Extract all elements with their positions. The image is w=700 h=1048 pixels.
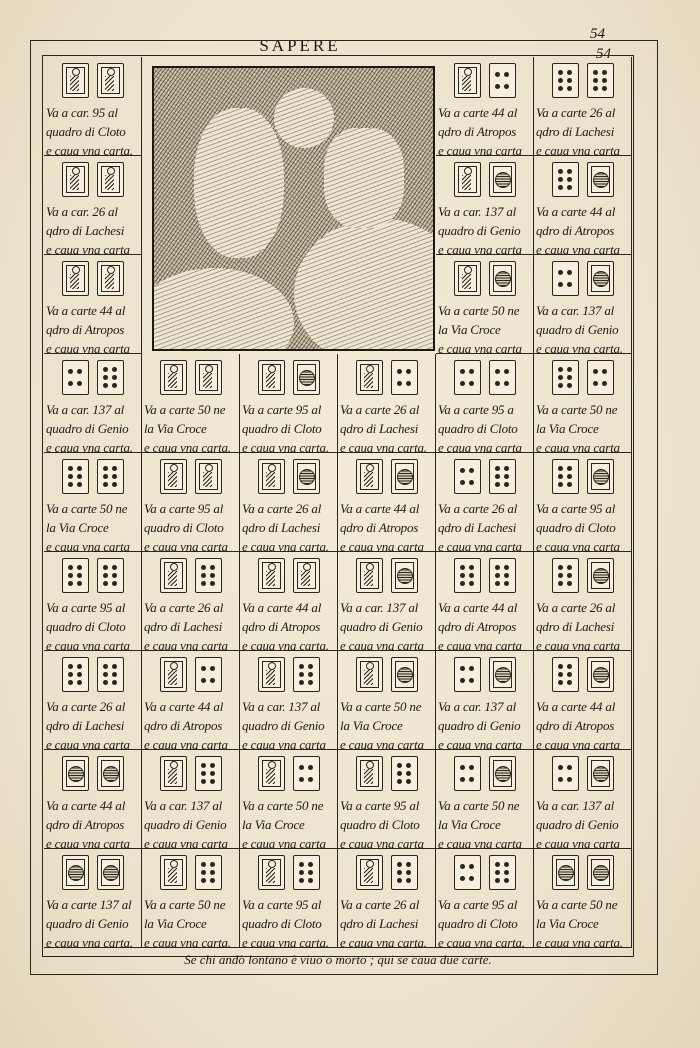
playing-card-icon [62,855,89,890]
oracle-cell [44,552,142,651]
cell-text-line: Va a carte 50 ne [438,303,520,318]
cell-text-line: qdro di Lachesi [340,421,419,436]
playing-card-icon [97,756,124,791]
playing-card-icon [552,162,579,197]
cell-text-line: e caua vna carta. [536,341,623,356]
cell-text-line: Va a carte 44 al [340,501,420,516]
playing-card-icon [160,360,187,395]
playing-card-icon [454,558,481,593]
oracle-cell [142,453,240,552]
playing-card-icon [293,459,320,494]
oracle-cell [240,552,338,651]
playing-card-icon [97,63,124,98]
page-caption: Se chi andò lontano è viuo o morto ; qui se caua due carte. [184,952,492,967]
playing-card-icon [391,657,418,692]
cell-text-line: e caua vna carta [536,836,620,851]
cell-text-line: e caua vna carta [536,638,620,653]
playing-card-icon [293,558,320,593]
cell-text-line: quadro di Cloto [242,916,322,931]
cell-text-line: Va a carte 26 al [340,402,420,417]
playing-card-icon [454,162,481,197]
cell-text-line: e caua vna carta. [144,440,231,455]
oracle-cell [534,156,632,255]
cell-text-line: e caua vna carta [438,539,522,554]
cell-text-line: quadro di Cloto [438,421,518,436]
playing-card-icon [195,756,222,791]
playing-card-icon [489,855,516,890]
cell-text-line: Va a car. 137 al [536,798,615,813]
oracle-cell [240,354,338,453]
running-head: SAPERE [259,36,341,55]
cell-text-line: e caua vna carta [46,341,130,356]
cell-text-line: qdro di Lachesi [46,223,125,238]
playing-card-icon [587,657,614,692]
playing-card-icon [552,756,579,791]
cell-text-line: qdro di Lachesi [144,619,223,634]
oracle-cell [338,453,436,552]
playing-card-icon [62,657,89,692]
playing-card-icon [160,855,187,890]
cell-text-line: qdro di Atropos [536,223,615,238]
page-number-inner: 54 [596,46,611,62]
oracle-cell [44,354,142,453]
playing-card-icon [160,756,187,791]
cell-text-line: e caua vna carta [46,737,130,752]
playing-card-icon [258,558,285,593]
cell-text-line: qdro di Atropos [340,520,419,535]
cell-text-line: e caua vna carta. [46,935,133,950]
cell-text-line: la Via Croce [536,916,599,931]
cell-text-line: la Via Croce [438,817,501,832]
playing-card-icon [391,855,418,890]
playing-card-icon [97,261,124,296]
cell-text-line: Va a carte 44 al [144,699,224,714]
cell-text-line: e caua vna carta [340,737,424,752]
cell-text-line: quadro di Cloto [536,520,616,535]
playing-card-icon [293,657,320,692]
cell-text-line: Va a car. 137 al [46,402,125,417]
oracle-cell [534,57,632,156]
playing-card-icon [454,459,481,494]
playing-card-icon [489,261,516,296]
playing-card-icon [552,261,579,296]
cell-text-line: e caua vna carta [536,143,620,158]
playing-card-icon [356,657,383,692]
cell-text-line: qdro di Lachesi [46,718,125,733]
oracle-cell [436,453,534,552]
cell-text-line: e caua vna carta [46,242,130,257]
oracle-cell [44,255,142,354]
cell-text-line: Va a carte 95 al [438,897,518,912]
oracle-cell [44,651,142,750]
playing-card-icon [195,558,222,593]
cell-text-line: e caua vna carta. [46,440,133,455]
playing-card-icon [454,657,481,692]
cell-text-line: e caua vna carta. [242,638,329,653]
cell-text-line: Va a carte 26 al [536,600,616,615]
oracle-cell [534,750,632,849]
cell-text-line: Va a car. 137 al [144,798,223,813]
playing-card-icon [62,63,89,98]
cell-text-line: quadro di Genio [438,223,521,238]
cell-text-line: Va a carte 95 al [242,402,322,417]
cell-text-line: Va a carte 95 a [438,402,514,417]
playing-card-icon [454,261,481,296]
playing-card-icon [356,459,383,494]
cell-text-line: Va a car. 95 al [46,105,118,120]
playing-card-icon [587,756,614,791]
cell-text-line: e caua vna carta [438,341,522,356]
oracle-cell [142,849,240,948]
oracle-cell [44,453,142,552]
cell-text-line: Va a carte 26 al [46,699,126,714]
cell-text-line: Va a carte 50 ne [144,897,226,912]
cell-text-line: e caua vna carta [536,539,620,554]
cell-text-line: Va a car. 137 al [438,204,517,219]
playing-card-icon [195,459,222,494]
playing-card-icon [587,558,614,593]
cell-text-line: Va a carte 95 al [536,501,616,516]
playing-card-icon [356,855,383,890]
cell-text-line: e caua vna carta [536,440,620,455]
cell-text-line: qdro di Lachesi [242,520,321,535]
playing-card-icon [258,459,285,494]
cell-text-line: Va a car. 137 al [536,303,615,318]
oracle-cell [534,651,632,750]
woodcut-illustration [152,66,435,351]
oracle-cell [338,354,436,453]
cell-text-line: e caua vna carta. [340,440,427,455]
cell-text-line: la Via Croce [536,421,599,436]
oracle-cell [534,849,632,948]
playing-card-icon [587,261,614,296]
playing-card-icon [489,459,516,494]
cell-text-line: e caua vna carta [144,737,228,752]
cell-text-line: e caua vna carta [340,836,424,851]
cell-text-line: e caua vna carta [46,836,130,851]
cell-text-line: e caua vna carta [438,836,522,851]
oracle-cell [436,156,534,255]
playing-card-icon [489,558,516,593]
oracle-cell [436,750,534,849]
oracle-cell [534,453,632,552]
cell-text-line: quadro di Cloto [46,619,126,634]
playing-card-icon [258,756,285,791]
cell-text-line: qdro di Atropos [438,124,517,139]
cell-text-line: Va a carte 44 al [46,798,126,813]
cell-text-line: qdro di Lachesi [340,916,419,931]
cell-text-line: la Via Croce [144,421,207,436]
cell-text-line: la Via Croce [340,718,403,733]
cell-text-line: Va a carte 95 al [340,798,420,813]
playing-card-icon [587,63,614,98]
playing-card-icon [62,558,89,593]
cell-text-line: Va a carte 50 ne [242,798,324,813]
cell-text-line: e caua vna carta [144,836,228,851]
cell-text-line: la Via Croce [144,916,207,931]
cell-text-line: e caua vna carta [438,143,522,158]
cell-text-line: e caua vna carta [536,737,620,752]
oracle-cell [338,552,436,651]
oracle-cell [436,849,534,948]
playing-card-icon [587,459,614,494]
oracle-cell [142,354,240,453]
cell-text-line: quadro di Genio [536,322,619,337]
cell-text-line: e caua vna carta [46,638,130,653]
cell-text-line: qdro di Atropos [536,718,615,733]
cell-text-line: qdro di Atropos [242,619,321,634]
cell-text-line: Va a carte 95 al [144,501,224,516]
playing-card-icon [97,558,124,593]
cell-text-line: Va a carte 44 al [46,303,126,318]
cell-text-line: la Via Croce [438,322,501,337]
oracle-cell [240,651,338,750]
cell-text-line: e caua vna carta [242,737,326,752]
cell-text-line: quadro di Genio [46,916,129,931]
oracle-cell [436,354,534,453]
oracle-cell [44,156,142,255]
cell-text-line: e caua vna carta [340,638,424,653]
oracle-cell [142,750,240,849]
playing-card-icon [160,459,187,494]
cell-text-line: Va a carte 26 al [536,105,616,120]
playing-card-icon [489,756,516,791]
cell-text-line: e caua vna carta. [340,935,427,950]
playing-card-icon [552,855,579,890]
cell-text-line: qdro di Lachesi [536,619,615,634]
playing-card-icon [62,261,89,296]
cell-text-line: e caua vna carta [438,440,522,455]
cell-text-line: e caua vna carta [340,539,424,554]
playing-card-icon [258,855,285,890]
cell-text-line: e caua vna carta. [242,539,329,554]
oracle-cell [338,849,436,948]
playing-card-icon [552,360,579,395]
playing-card-icon [258,360,285,395]
cell-text-line: qdro di Lachesi [438,520,517,535]
oracle-cell [436,651,534,750]
oracle-cell [240,453,338,552]
oracle-cell [44,750,142,849]
cell-text-line: Va a carte 50 ne [46,501,128,516]
cell-text-line: Va a carte 26 al [242,501,322,516]
playing-card-icon [552,459,579,494]
cell-text-line: e caua vna carta [438,737,522,752]
oracle-cell [436,255,534,354]
playing-card-icon [489,360,516,395]
cell-text-line: e caua vna carta. [46,143,133,158]
playing-card-icon [391,360,418,395]
cell-text-line: e caua vna carta [144,638,228,653]
playing-card-icon [552,63,579,98]
playing-card-icon [195,855,222,890]
cell-text-line: e caua vna carta. [242,935,329,950]
playing-card-icon [489,162,516,197]
playing-card-icon [195,657,222,692]
cell-text-line: Va a carte 44 al [438,105,518,120]
cell-text-line: quadro di Cloto [242,421,322,436]
cell-text-line: Va a car. 137 al [242,699,321,714]
playing-card-icon [489,63,516,98]
oracle-cell [436,552,534,651]
cell-text-line: quadro di Cloto [46,124,126,139]
oracle-cell [240,750,338,849]
playing-card-icon [356,756,383,791]
cell-text-line: e caua vna carta. [144,935,231,950]
playing-card-icon [258,657,285,692]
cell-text-line: e caua vna carta [46,539,130,554]
cell-text-line: e caua vna carta [438,638,522,653]
oracle-cell [338,651,436,750]
playing-card-icon [391,756,418,791]
cell-text-line: qdro di Lachesi [536,124,615,139]
cell-text-line: e caua vna carta. [536,935,623,950]
cell-text-line: Va a carte 50 ne [536,897,618,912]
playing-card-icon [293,756,320,791]
oracle-cell [534,552,632,651]
cell-text-line: e caua vna carta. [242,440,329,455]
playing-card-icon [97,657,124,692]
oracle-cell [534,354,632,453]
playing-card-icon [454,63,481,98]
playing-card-icon [293,855,320,890]
cell-text-line: Va a car. 137 al [340,600,419,615]
playing-card-icon [97,360,124,395]
playing-card-icon [62,162,89,197]
playing-card-icon [454,756,481,791]
playing-card-icon [160,657,187,692]
cell-text-line: Va a car. 137 al [438,699,517,714]
playing-card-icon [195,360,222,395]
cell-text-line: Va a carte 44 al [536,699,616,714]
playing-card-icon [62,360,89,395]
cell-text-line: qdro di Atropos [46,322,125,337]
cell-text-line: quadro di Genio [144,817,227,832]
cell-text-line: Va a carte 44 al [536,204,616,219]
cell-text-line: Va a carte 44 al [242,600,322,615]
playing-card-icon [293,360,320,395]
playing-card-icon [552,657,579,692]
playing-card-icon [489,657,516,692]
cell-text-line: quadro di Genio [46,421,129,436]
oracle-cell [240,849,338,948]
playing-card-icon [391,558,418,593]
playing-card-icon [587,855,614,890]
playing-card-icon [97,162,124,197]
cell-text-line: quadro di Cloto [340,817,420,832]
cell-text-line: Va a carte 26 al [340,897,420,912]
playing-card-icon [587,162,614,197]
cell-text-line: quadro di Cloto [144,520,224,535]
playing-card-icon [454,360,481,395]
cell-text-line: Va a carte 50 ne [144,402,226,417]
playing-card-icon [62,459,89,494]
cell-text-line: e caua vna carta. [438,935,525,950]
oracle-cell [436,57,534,156]
oracle-cell [534,255,632,354]
cell-text-line: Va a car. 26 al [46,204,118,219]
cell-text-line: Va a carte 50 ne [438,798,520,813]
cell-text-line: Va a carte 50 ne [340,699,422,714]
playing-card-icon [391,459,418,494]
cell-text-line: quadro di Cloto [438,916,518,931]
playing-card-icon [97,459,124,494]
cell-text-line: e caua vna carta [438,242,522,257]
cell-text-line: la Via Croce [242,817,305,832]
playing-card-icon [587,360,614,395]
cell-text-line: quadro di Genio [340,619,423,634]
cell-text-line: qdro di Atropos [46,817,125,832]
playing-card-icon [454,855,481,890]
cell-text-line: la Via Croce [46,520,109,535]
oracle-cell [338,750,436,849]
oracle-cell [44,849,142,948]
playing-card-icon [160,558,187,593]
cell-text-line: Va a carte 44 al [438,600,518,615]
playing-card-icon [356,360,383,395]
oracle-cell [142,651,240,750]
cell-text-line: e caua vna carta [536,242,620,257]
cell-text-line: Va a carte 137 al [46,897,132,912]
page-number: 54 [590,26,605,42]
cell-text-line: Va a carte 95 al [242,897,322,912]
playing-card-icon [552,558,579,593]
cell-text-line: qdro di Atropos [144,718,223,733]
playing-card-icon [62,756,89,791]
oracle-cell [142,552,240,651]
cell-text-line: e caua vna carta [242,836,326,851]
cell-text-line: Va a carte 50 ne [536,402,618,417]
cell-text-line: quadro di Genio [242,718,325,733]
cell-text-line: quadro di Genio [536,817,619,832]
playing-card-icon [356,558,383,593]
cell-text-line: Va a carte 26 al [438,501,518,516]
oracle-cell [44,57,142,156]
cell-text-line: e caua vna carta [144,539,228,554]
cell-text-line: qdro di Atropos [438,619,517,634]
cell-text-line: Va a carte 26 al [144,600,224,615]
cell-text-line: quadro di Genio [438,718,521,733]
playing-card-icon [97,855,124,890]
cell-text-line: Va a carte 95 al [46,600,126,615]
